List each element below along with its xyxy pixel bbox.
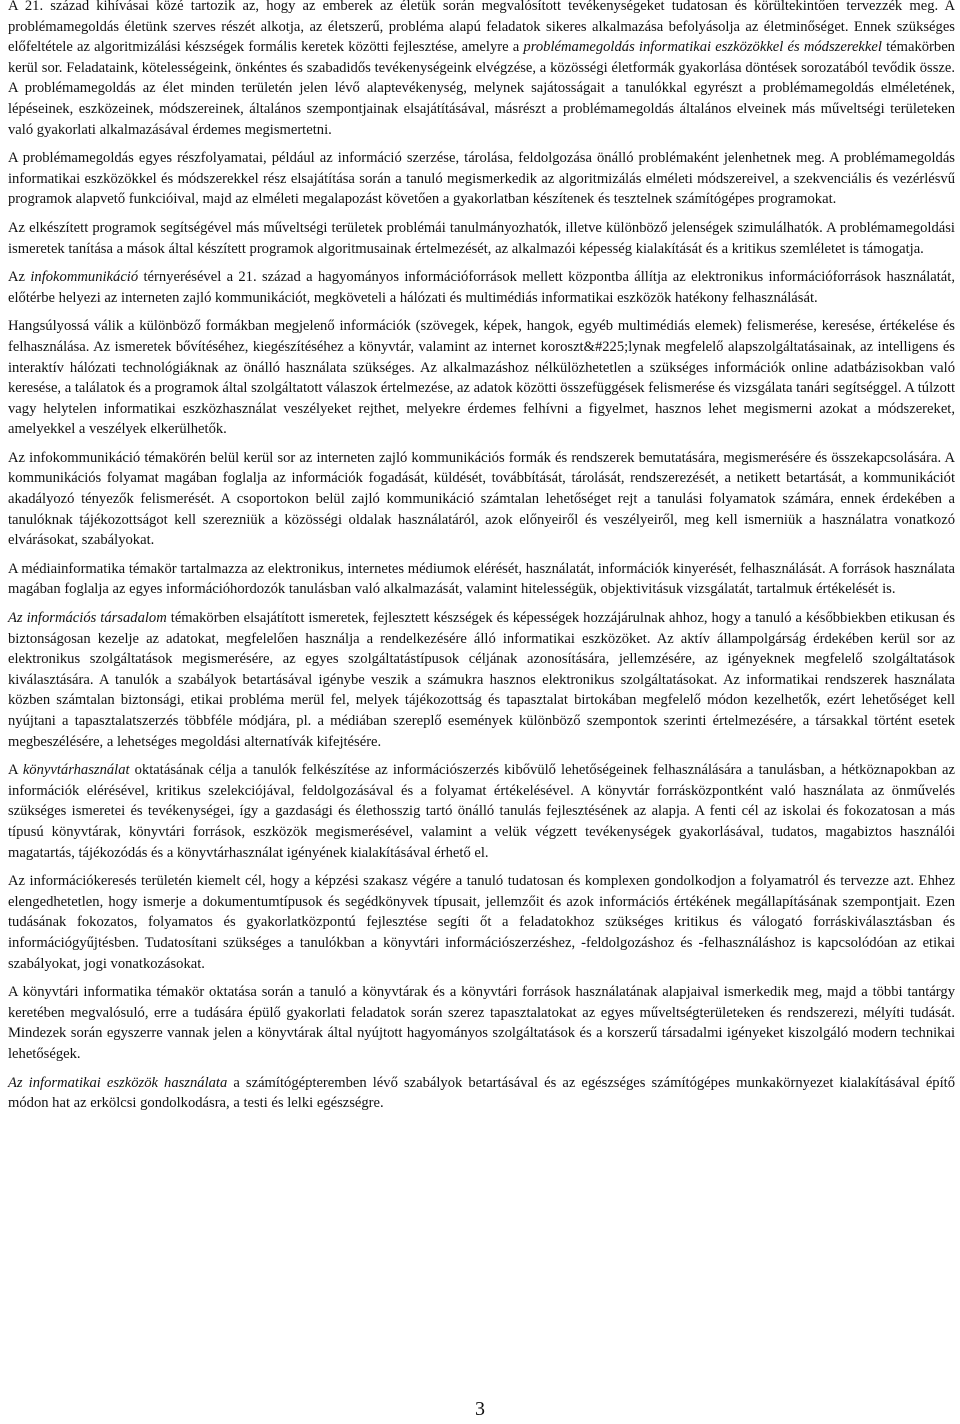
paragraph-8 (8, 608, 955, 752)
paragraph-text: Az (8, 269, 31, 286)
paragraph-italic-term: problémamegoldás informatikai eszközökkel és módszerekkel (523, 39, 882, 56)
paragraph-12 (8, 1073, 955, 1114)
paragraph-italic-term: infokommunikáció (30, 269, 139, 286)
paragraph-italic-term: könyvtárhasználat (22, 762, 130, 779)
paragraph-1 (8, 0, 955, 140)
paragraph-text: Az infokommunikáció témakörén belül kerül sor az interneten zajló kommunikációs formák és rendszerek bemutatására, megismerésére és összekapcsolására. A kommunikációs folyamat magában foglalja az információk fogadását, küldését, továbbítását, tárolását, rendszerezését, a netikett betartását, a kommunikációt akadályozó tényezők felismerését. A csoportokon belül zajló kommunikáció számtalan lehetőséget rejt a tanulási folyamatok számára, ennek érdekében a tanulóknak tájékozottságot kell szerezniük a közösségi oldalak használatáról, azok előnyeiről és veszélyeiről, meg kell ismerniük a használatra vonatkozó elvárásokat, szabályokat. (8, 449, 955, 549)
paragraph-text: Hangsúlyossá válik a különböző formákban megjelenő információk (szövegek, képek, hangok, egyéb multimédiás elemek) felismerése, keresése, értékelése és felhasználása. Az ismeretek bővítéséhez, kiegészítéséhez a könyvtár, valamint az internet koroszt&#225;lynak megfelelő alapszolgáltatásainak, az intelligens és interaktív hálózati technológiáknak az önálló használata szükséges. Az alkalmazáshoz nélkülözhetetlen a szükséges információk online adatbázisokban való keresése, a találatok és a programok által szolgáltatott válaszok értelmezése, az adatok közötti összefüggések felismerése és vizsgálata tanári segítséggel. A túlzott vagy helytelen informatikai eszközhasználat veszélyeket rejthet, melyekre érdemes felhívni a figyelmet, hasznos lehet megismerni azokat a módszereket, amelyekkel a veszélyek elkerülhetők. (8, 318, 956, 438)
paragraph-text: Az elkészített programok segítségével más műveltségi területek problémái tanulmányozhatók, illetve különböző jelenségek szimulálhatók. A problémamegoldási ismeretek tanítása a mások által készített programok algoritmusainak értelmezését, az alkalmazói képesség kialakítását és a kritikus szemléletet is támogatja. (8, 219, 955, 257)
paragraph-2 (8, 148, 955, 210)
paragraph-text: Az információkeresés területén kiemelt cél, hogy a képzési szakasz végére a tanuló tudatosan és komplexen gondolkodjon a folyamatról és tervezze azt. Ehhez elengedhetetlen, hogy ismerje a dokumentumtípusok és segédkönyvek típusait, jellemzőit és azok információs értékének megállapításának szempontjait. Ezen tudásának fokozatos, folyamatos és gyakorlatközpontú fejlesztése segíti őt a feladatokhoz szükséges kritikus és válogató forráskiválasztásban és információgyűjtésben. Tudatosítani szükséges a tanulókban a könyvtári információszerzéshez, -feldolgozáshoz és -felhasználáshoz is kapcsolódóan az etikai szabályokat, jogi vonatkozásokat. (8, 873, 955, 972)
paragraph-text: A problémamegoldás egyes részfolyamatai, például az információ szerzése, tárolása, feldolgozása önálló problémaként jelenhetnek meg. A problémamegoldás informatikai eszközökkel és módszerekkel rész elsajátítása során a tanuló megismerkedik az algoritmizálás elméleti módszereivel, a szekvenciális és vezérlésvű programok alapvető funkcióival, majd az elméleti megalapozást követően a gyakorlatban készítenek és tesztelnek számítógépes programokat. (8, 150, 955, 208)
paragraph-text: A (8, 762, 23, 779)
paragraph-text: A médiainformatika témakör tartalmazza az elektronikus, internetes médiumok elérését, használatát, információk kinyerését, felhasználását. A források használata magában foglalja az egyes információhordozók tanulásban való alkalmazását, valamint hitelességük, objektivitásuk vizsgálatát, tartalmuk értékelését is. (8, 560, 955, 598)
page-number: 3 (475, 1398, 485, 1420)
paragraph-text: témakörben elsajátított ismeretek, fejlesztett készségek és képességek hozzájárulnak ahhoz, hogy a tanuló a későbbiekben etikusan és biztonságosan kezelje az adatokat, megfelelően használja a rendelkezésére álló informatikai eszközöket. Az aktív állampolgárság érdekében kerül sor az elektronikus szolgáltatások megismerésére, az egyes szolgáltatástípusok céljának azonosítására, jellemzésére, az igényeknek megfelelő szolgáltatások kiválasztására. A tanulók a szabályok betartásával igénybe veszik a számukra hasznos elektronikus szolgáltatásokat. Az informatikai rendszerek használata közben számtalan biztonsági, etikai probléma merül fel, melyek tájékozottság és tapasztalat birtokában megfelelő módon kezelhetők, ezért lehetőséget kell nyújtani a tapasztalatszerzés többféle módjára, pl. a médiában szereplő események különböző szempontok szerinti értelmezésére, a társakkal történt esetek megbeszélésére, a lehetséges megoldási alternatívák kifejtésére. (8, 610, 955, 750)
paragraph-9 (8, 760, 955, 863)
paragraph-text: A könyvtári informatika témakör oktatása során a tanuló a könyvtárak és a könyvtári források használatának alapjaival ismerkedik meg, majd a többi tantárgy keretében megvalósuló, erre a tudására épülő gyakorlati feladatok során szerez tapasztalatokat az egyes műveltségterületeken és rendszerezi, mélyíti tudását. Mindezek során egyszerre vannak jelen a könyvtárak által nyújtott hagyományos szolgáltatások és a korszerű társadalmi igényeket kiszolgáló modern technikai lehetőségek. (8, 984, 955, 1062)
paragraph-text: a számítógépteremben lévő szabályok betartásával és az egészséges számítógépes munkakörnyezet kialakításával építő módon hat az erkölcsi gondolkodásra, a testi és lelki egészségre. (8, 1074, 955, 1112)
paragraph-6 (8, 448, 955, 551)
paragraph-text: oktatásának célja a tanulók felkészítése az információszerzés kibővülő lehetőségeinek felhasználására a tanulásban, a hétköznapokban az információk elérésével, kritikus szelekciójával, feldolgozásával és a folyamat értékelésével. A könyvtár forrásközpontként való használata az önművelés szükséges ismeretei és tevékenységei, így a gazdasági és élethosszig tartó önálló tanulás fejlesztésének az alapja. A fenti cél az iskolai és fokozatosan a más típusú könyvtárak, könyvtári források, eszközök megismerésével, valamint a velük végzett tevékenységek gyakorlásával, tudatos, magabiztos használói magatartás, tájékozódás és a könyvtárhasználat igényének kialakításával érhető el. (8, 762, 955, 861)
paragraph-7 (8, 559, 955, 600)
paragraph-text: A 21. század kihívásai közé tartozik az, hogy az emberek az életük során megvalósított tevékenységeket tudatosan és körültekintően tervezzék meg. A problémamegoldás életünk szerves részét alkotja, az életszerű, probléma alapú feladatok sikeres alkalmazása befolyásolja az életminőséget. Ennek szükséges előfeltétele az algoritmizálási készségek formális keretek közötti fejlesztése, amelyre a (8, 0, 955, 56)
paragraph-italic-term: Az informatikai eszközök használata (8, 1074, 228, 1091)
paragraph-italic-term: Az információs társadalom (8, 610, 167, 627)
paragraph-text: témakörben kerül sor. Feladataink, kötelességeink, önkéntes és szabadidős tevékenységeink elvégzése, a közösségi életformák gyakorlása döntések sorozatából tevődik össze. A problémamegoldás az élet minden területén jelen lévő alaptevékenység, melynek sajátosságait a tanulókkal egyrészt a problémamegoldás elméletének, lépéseinek, eszközeinek, módszereinek, általános szempontjainak elsajátításával, másrészt a problémamegoldás általános elveinek más műveltségi területeken való gyakorlati alkalmazásával érdemes megismertetni. (8, 39, 955, 138)
document-body (8, 0, 955, 1114)
paragraph-4 (8, 267, 955, 308)
paragraph-3 (8, 218, 955, 259)
paragraph-text: térnyerésével a 21. század a hagyományos információforrások mellett központba állítja az elektronikus információforrások használatát, előtérbe helyezi az interneten zajló kommunikációt, megköveteli a hálózati és multimédiás informatikai eszközök hatékony felhasználását. (8, 269, 955, 306)
paragraph-11 (8, 982, 955, 1064)
paragraph-10 (8, 871, 955, 974)
paragraph-5 (8, 316, 955, 440)
